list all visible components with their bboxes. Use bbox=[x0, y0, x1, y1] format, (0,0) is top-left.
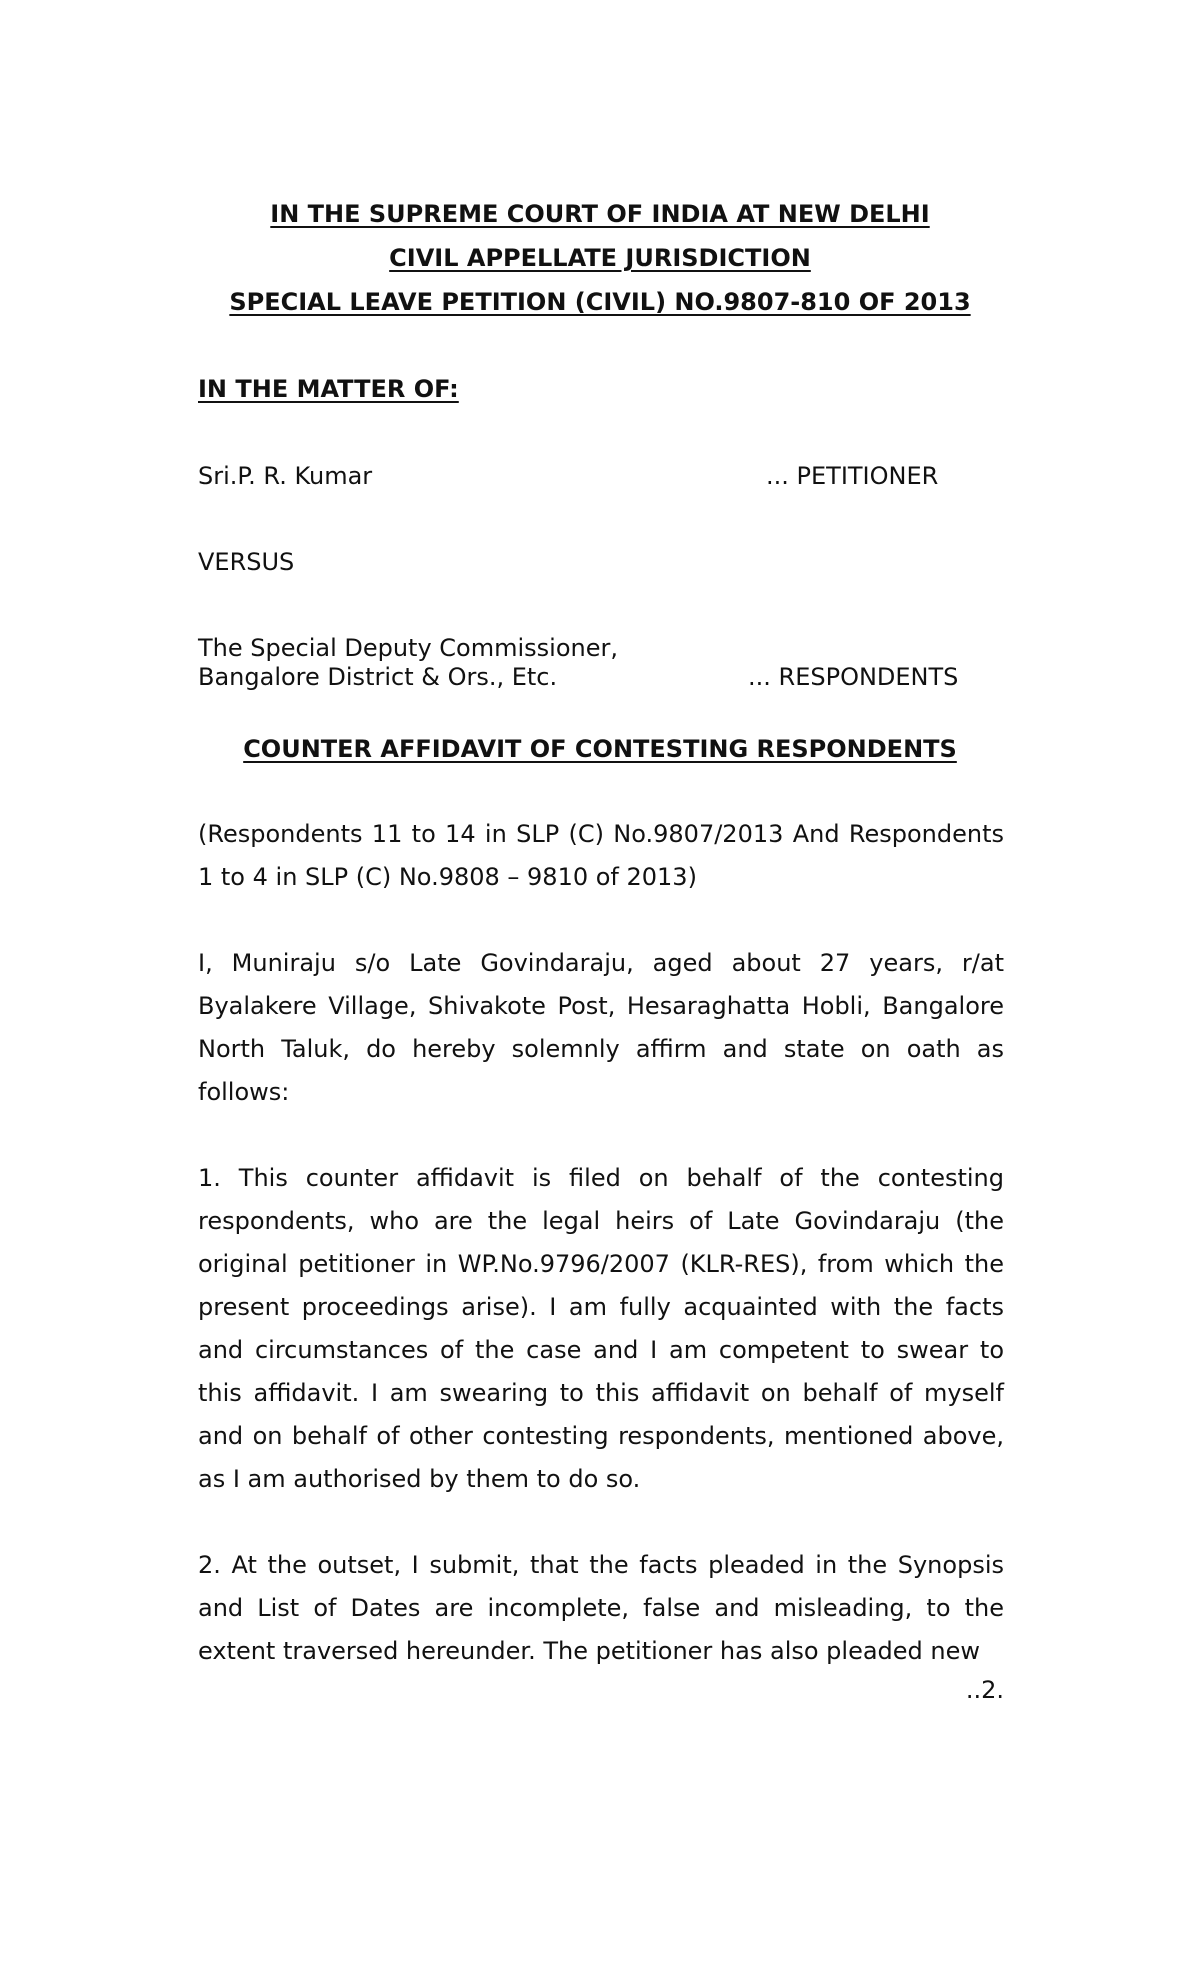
respondent-line-2: Bangalore District & Ors., Etc. bbox=[198, 663, 558, 691]
versus-label: VERSUS bbox=[198, 548, 295, 576]
petition-number-heading: SPECIAL LEAVE PETITION (CIVIL) NO.9807-810 OF 2013 bbox=[229, 288, 971, 316]
court-heading: IN THE SUPREME COURT OF INDIA AT NEW DELHI bbox=[270, 200, 930, 228]
petitioner-name: Sri.P. R. Kumar bbox=[198, 462, 373, 490]
respondent-line-1: The Special Deputy Commissioner, bbox=[198, 634, 618, 662]
paragraph-1: 1. This counter affidavit is filed on behalf of the contesting respondents, who are the legal heirs of Late Govindaraju (the original petitioner in WP.No.9796/2007 (KLR-RES), from which the present proceedings arise). I am fully acquainted with the facts and circumstances of the case and I am competent to swear to this affidavit. I am swearing to this affidavit on behalf of myself and on behalf of other contesting respondents, mentioned above, as I am authorised by them to do so. bbox=[198, 1164, 1004, 1493]
respondent-role: ... RESPONDENTS bbox=[748, 663, 959, 691]
page-continuation-marker: ..2. bbox=[965, 1676, 1004, 1704]
affidavit-title: COUNTER AFFIDAVIT OF CONTESTING RESPONDENTS bbox=[243, 735, 957, 763]
paragraph-2: 2. At the outset, I submit, that the facts pleaded in the Synopsis and List of Dates are incomplete, false and misleading, to the extent traversed hereunder. The petitioner has also pleaded new bbox=[198, 1551, 1004, 1665]
respondents-note: (Respondents 11 to 14 in SLP (C) No.9807/2013 And Respondents 1 to 4 in SLP (C) No.9808 – 9810 of 2013) bbox=[198, 820, 1004, 891]
jurisdiction-heading: CIVIL APPELLATE JURISDICTION bbox=[389, 244, 811, 272]
matter-heading: IN THE MATTER OF: bbox=[198, 375, 459, 403]
petitioner-role: ... PETITIONER bbox=[766, 462, 939, 490]
intro-paragraph: I, Muniraju s/o Late Govindaraju, aged about 27 years, r/at Byalakere Village, Shivakote Post, Hesaraghatta Hobli, Bangalore North Taluk, do hereby solemnly affirm and state on oath as follows: bbox=[198, 949, 1004, 1106]
